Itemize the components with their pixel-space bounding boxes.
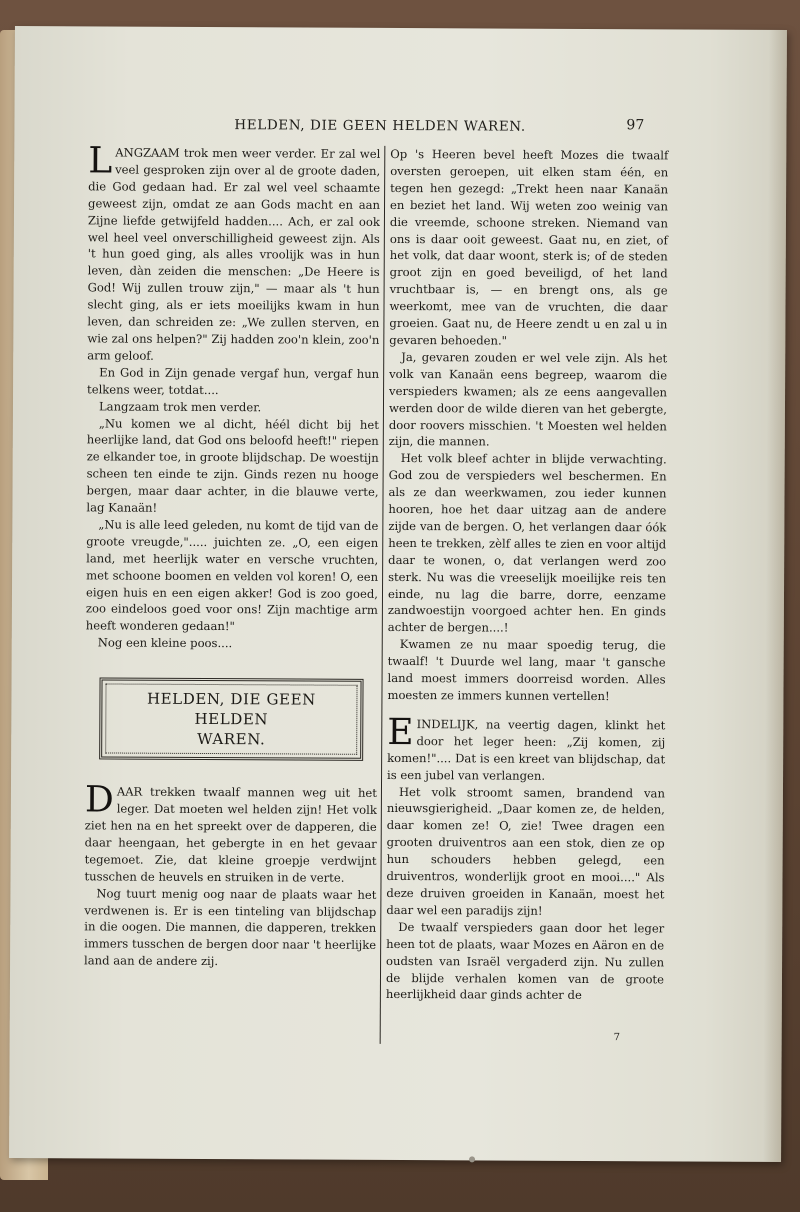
column-divider (380, 146, 386, 1044)
binding-mark (469, 1156, 475, 1162)
story-paragraph-2: Nog tuurt menig oog naar de plaats waar het verdwenen is. Er is een tinteling van blijdschap in die oogen. Die mannen, die dapperen, trekken immers tusschen de bergen door naar 't heerlijke land aan de andere zij. (84, 886, 377, 969)
section-title-line-1: HELDEN, DIE GEEN HELDEN (146, 689, 316, 729)
intro-paragraph-5: „Nu is alle leed geleden, nu komt de tijd van de groote vreugde,"..... juichten ze. „O, een eigen land, met heerlijk water en versche vruchten, met schoone boomen en velden vol koren! O, een eigen huis en een eigen akker! God is zoo goed, zoo eindeloos goed voor ons! Zijn machtige arm heeft wonderen gedaan!" (85, 517, 379, 634)
section-title-line-2: WAREN. (197, 730, 266, 749)
signature-number: 7 (613, 1032, 621, 1044)
dropcap-l: L (88, 140, 113, 182)
right-paragraph-2: Ja, gevaren zouden er wel vele zijn. Als het volk van Kanaän eens begreep, waarom die verspieders kwamen; als ze eens aangevallen werden door de wilde dieren van het gebergte, door roovers misschien. 't Moesten wel helden zijn, die mannen. (388, 349, 668, 449)
right-paragraph-6: Het volk stroomt samen, brandend van nieuwsgierigheid. „Daar komen ze, de helden, daar komen ze! O, zie! Twee dragen een grooten druiventros aan een stok, dien ze op hun schouders hebben gelegd, een druiventros, wonderlijk groot en mooi...." Als deze druiven groeiden in Kanaän, moest het daar wel een paradijs zijn! (386, 784, 665, 918)
intro-paragraph-1: LANGZAAM trok men weer verder. Er zal wel veel gesproken zijn over al de groote daden, die God gedaan had. Er zal wel veel schaamte geweest zijn, omdat ze aan Gods macht en aan Zijne liefde getwijfeld hadden.... Ach, er zal ook wel heel veel onverschilligheid geweest zijn. Als 't hun goed ging, als alles vroolijk was in hun leven, dàn zeiden die menschen: „De Heere is God! Wij zullen trouw zijn," — maar als 't hun slecht ging, als er iets moeilijks kwam in hun leven, dan schreiden ze: „We zullen sterven, en wie zal ons helpen?" Zij hadden zoo'n klein, zoo'n arm geloof. (87, 140, 381, 363)
page-number: 97 (626, 117, 645, 134)
dropcap-d: D (84, 779, 114, 821)
intro-paragraph-4: „Nu komen we al dicht, héél dicht bij het heerlijke land, dat God ons beloofd heeft!" riepen ze elkander toe, in groote blijdschap. De woestijn scheen ten einde te zijn. Ginds rezen nu hooge bergen, maar daar achter, in die blauwe verte, lag Kanaän! (86, 415, 379, 515)
right-paragraph-1: Op 's Heeren bevel heeft Mozes die twaalf oversten geroepen, uit elken stam één, en tegen hen gezegd: „Trekt heen naar Kanaän en beziet het land. Wij weten zoo weinig van die vreemde, schoone streken. Niemand van ons is daar ooit geweest. Gaat nu, en ziet, of het volk, dat daar woont, sterk is; of de steden groot zijn en goed beveiligd, of het land vruchtbaar is, — en brengt ons, als ge weerkomt, mee van de vruchten, die daar groeien. Gaat nu, de Heere zendt u en zal u in gevaren behoeden." (389, 146, 669, 348)
dropcap-e: E (387, 711, 414, 753)
left-column (84, 140, 381, 971)
right-paragraph-5: EINDELIJK, na veertig dagen, klinkt het door het leger heen: „Zij komen, zij komen!".... Dat is een kreet van blijdschap, dat is een jubel van verlangen. (387, 711, 666, 783)
story-paragraph-1: DAAR trekken twaalf mannen weg uit het leger. Dat moeten wel helden zijn! Het volk ziet hen na en het spreekt over de dapperen, die daar heengaan, het gebergte in en het gevaar tegemoet. Zie, dat kleine groepje verdwijnt tusschen de heuvels en struiken in de verte. (84, 779, 377, 885)
intro-paragraph-3: Langzaam trok men verder. (98, 399, 262, 414)
right-column (386, 146, 668, 1005)
intro-paragraph-6: Nog een kleine poos.... (97, 635, 233, 651)
intro-paragraph-2: En God in Zijn genade vergaf hun, vergaf hun telkens weer, totdat.... (87, 365, 380, 397)
book-page (9, 26, 787, 1162)
running-title: HELDEN, DIE GEEN HELDEN WAREN. (234, 117, 526, 135)
section-title-box (99, 678, 363, 761)
right-paragraph-3: Het volk bleef achter in blijde verwachting. God zou de verspieders wel beschermen. En als ze dan weerkwamen, zou ieder kunnen hooren, hoe het daar uitzag aan de andere zijde van de bergen. O, het verlangen daar óók heen te trekken, zèlf alles te zien en voor altijd daar te wonen, o, dat verlangen werd zoo sterk. Nu was die vreeselijk moeilijke reis ten einde, nu lag die barre, dorre, eenzame zandwoestijn voorgoed achter hen. En ginds achter de bergen....! (387, 451, 667, 635)
right-paragraph-4: Kwamen ze nu maar spoedig terug, die twaalf! 't Duurde wel lang, maar 't gansche land moest immers doorreisd worden. Alles moesten ze immers kunnen vertellen! (387, 637, 666, 704)
right-paragraph-7: De twaalf verspieders gaan door het leger heen tot de plaats, waar Mozes en Aäron en de oudsten van Israël vergaderd zijn. Nu zullen de blijde verhalen komen van de groote heerlijkheid daar ginds achter de (385, 919, 665, 1003)
